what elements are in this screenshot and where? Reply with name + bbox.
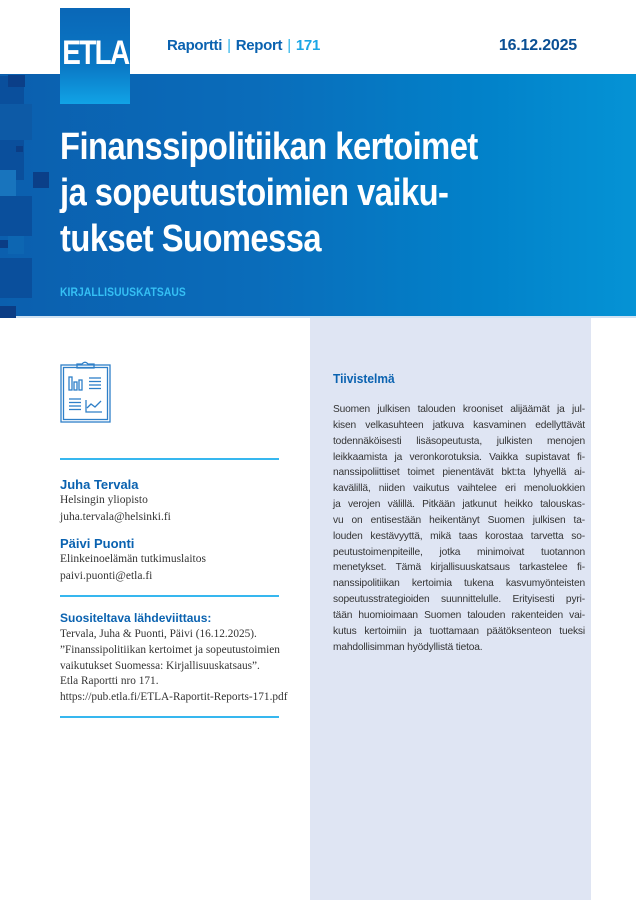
- summary-line: nanssipoliittiset toimet pienentävät bkt:ta lyhyellä ai-: [333, 467, 585, 479]
- summary-line: kisen velkasuhteen jatkuva kasvaminen edellyttävät: [333, 419, 585, 431]
- author-name: Juha Tervala: [60, 477, 139, 492]
- summary-line: vu on entisestään heikentänyt Suomen julkisen ta-: [333, 514, 585, 526]
- report-series: [167, 37, 320, 54]
- divider: [60, 458, 279, 460]
- summary-line: leikkaamista ja veronkorotuksia. Vaikka supistavat fi-: [333, 451, 585, 463]
- summary-line: peutustoimenpiteille, jotka minimoivat tuotannon: [333, 546, 585, 558]
- citation-line: Tervala, Juha & Puonti, Päivi (16.12.2025).: [60, 628, 257, 640]
- summary-text: [333, 402, 585, 656]
- author-affiliation: Elinkeinoelämän tutkimuslaitos: [60, 553, 206, 565]
- title-line: tukset Suomessa: [60, 218, 322, 260]
- separator: |: [227, 37, 231, 54]
- series-fi: Raportti: [167, 37, 223, 54]
- divider: [60, 716, 279, 718]
- citation-line: ”Finanssipolitiikan kertoimet ja sopeutustoimien: [60, 643, 280, 656]
- title-line: Finanssipolitiikan kertoimet: [60, 126, 478, 168]
- author-affiliation: Helsingin yliopisto: [60, 494, 148, 506]
- author-name: Päivi Puonti: [60, 536, 135, 551]
- summary-heading: Tiivistelmä: [333, 371, 395, 386]
- citation-line: Etla Raportti nro 171.: [60, 675, 159, 688]
- citation-line: vaikutukset Suomessa: Kirjallisuuskatsaus”.: [60, 659, 260, 672]
- summary-line: kutus kertoimiin ja tuottamaan päätöksenteon tueksi: [333, 625, 585, 637]
- author-email[interactable]: juha.tervala@helsinki.fi: [60, 511, 171, 523]
- summary-line: louden kestävyyttä, mikä taas korostaa tarvetta so-: [333, 530, 585, 542]
- clipboard-report-icon: [60, 361, 111, 423]
- report-type: KIRJALLISUUSKATSAUS: [60, 285, 186, 299]
- series-en: Report: [235, 37, 283, 54]
- citation-url[interactable]: https://pub.etla.fi/ETLA-Raportit-Reports-171.pdf: [60, 691, 288, 704]
- summary-line: mahdollisimman hyödyllistä tietoa.: [333, 641, 483, 653]
- publication-date: 16.12.2025: [498, 37, 577, 54]
- title-line: ja sopeutustoimien vaiku-: [60, 172, 449, 214]
- summary-line: sopeutusstrategioiden suunnittelulle. Erityisesti pyri-: [333, 594, 585, 606]
- summary-line: menetykset. Tämä kirjallisuuskatsaus tarkastelee fi-: [333, 562, 585, 574]
- summary-line: ja verojen välillä. Pitkään jatkunut heikko talouskas-: [333, 499, 585, 511]
- summary-line: nanssipolitiikan kertoimia tukena kasvumyönteisten: [333, 578, 585, 590]
- divider: [60, 595, 279, 597]
- report-number: 171: [295, 37, 321, 54]
- citation-text: [60, 627, 300, 706]
- report-title: [60, 124, 580, 262]
- citation-heading: Suositeltava lähdeviittaus:: [60, 611, 212, 625]
- summary-line: todennäköisesti lisäsopeutusta, julkisten menojen: [333, 435, 585, 447]
- summary-line: kavälillä, niiden vaikutus vaihtelee eri menoluokkien: [333, 483, 585, 495]
- logo-text: ETLA: [61, 34, 129, 72]
- summary-line: Suomen julkisen talouden krooniset alijäämät ja jul-: [333, 404, 585, 415]
- etla-logo[interactable]: [60, 8, 130, 104]
- summary-line: tään huomioimaan Suomen talouden rakenteiden vai-: [333, 609, 585, 621]
- separator: |: [287, 37, 291, 54]
- author-email[interactable]: paivi.puonti@etla.fi: [60, 570, 153, 582]
